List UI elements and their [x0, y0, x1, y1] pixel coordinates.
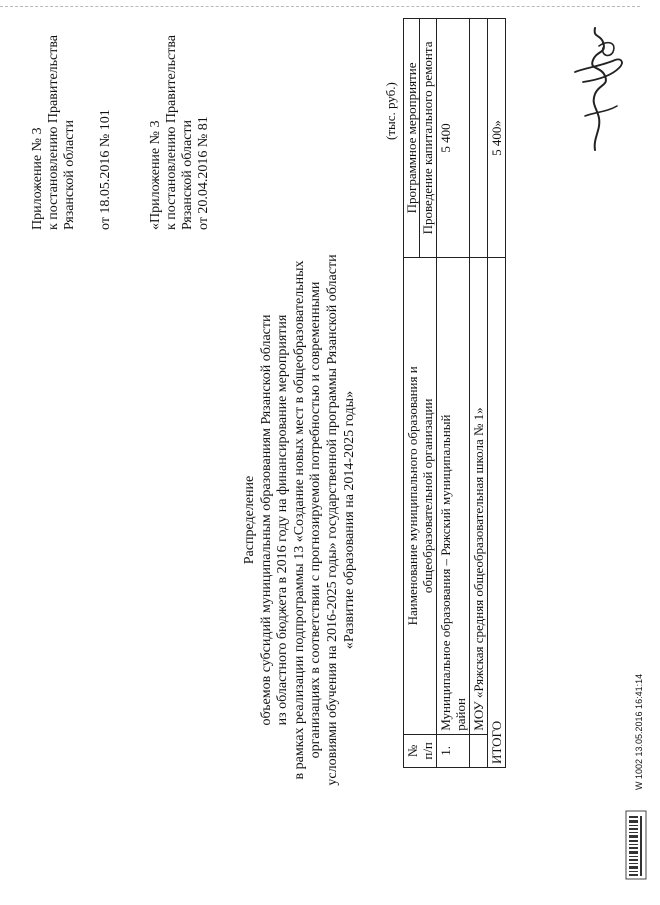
- row-2-amount: [470, 19, 488, 258]
- appendix-block: [30, 30, 212, 230]
- col-program-line-1: Программное мероприятие: [404, 19, 420, 257]
- appendix-region: Рязанской области: [62, 119, 77, 230]
- col-program-line-2: Проведение капитального ремонта: [420, 41, 435, 235]
- heading-line-4: организациях в соответствии с прогнозируемой потребностью и современными: [308, 281, 324, 759]
- heading-line-3: в рамках реализации подпрограммы 13 «Создание новых мест в общеобразовательных: [291, 260, 307, 780]
- row-2-name: МОУ «Ряжская средняя общеобразовательная школа № 1»: [470, 257, 488, 734]
- row-2-number: [470, 734, 488, 767]
- appendix-decree: к постановлению Правительства: [46, 34, 61, 230]
- total-amount: 5 400»: [488, 19, 506, 258]
- col-name-line-2: общеобразовательной организации: [420, 398, 435, 594]
- handwritten-signature-icon: [555, 20, 635, 155]
- prev-appendix-number: «Приложение № 3: [148, 120, 163, 230]
- col-name-header: [404, 257, 437, 734]
- print-timestamp: W 1002 13.05.2016 16:41:14: [634, 673, 644, 790]
- subsidy-table: [403, 18, 506, 768]
- heading-line-5: условиями обучения на 2016-2025 годы» государственной программы Рязанской области: [324, 254, 340, 786]
- units-label: (тыс. руб.): [383, 82, 398, 140]
- heading-line-2: из областного бюджета в 2016 году на финансирование мероприятия: [275, 314, 291, 726]
- prev-appendix-region: Рязанской области: [180, 119, 195, 230]
- prev-appendix-date: от 20.04.2016 № 81: [196, 116, 211, 230]
- table-row: [437, 19, 470, 768]
- total-label: ИТОГО: [488, 257, 506, 767]
- col-number-line-2: п/п: [420, 742, 435, 760]
- col-number-line-1: №: [405, 744, 420, 758]
- scan-top-border: [0, 6, 640, 7]
- document-heading: [242, 240, 358, 800]
- row-1-name-line-2: район: [453, 698, 468, 731]
- table-total-row: [488, 19, 506, 768]
- appendix-number: Приложение № 3: [30, 127, 45, 230]
- col-number-header: [404, 734, 437, 767]
- col-name-line-1: Наименование муниципального образования и: [405, 366, 420, 626]
- appendix-date: от 18.05.2016 № 101: [98, 109, 113, 230]
- prev-appendix-decree: к постановлению Правительства: [164, 34, 179, 230]
- row-1-number: 1.: [437, 734, 470, 767]
- document-title: Распределение: [242, 475, 257, 565]
- heading-line-1: объемов субсидий муниципальным образованиям Рязанской области: [258, 314, 274, 726]
- barcode-stamp-icon: [625, 810, 647, 880]
- row-1-name-line-1: Муниципальное образования – Ряжский муниципальный: [438, 414, 453, 731]
- col-program-header: [404, 19, 437, 258]
- heading-line-6: «Развитие образования на 2014-2025 годы»: [341, 390, 357, 650]
- document-footer: [620, 600, 660, 900]
- row-1-amount: 5 400: [437, 19, 470, 258]
- row-1-name: [437, 257, 470, 734]
- rotated-page: [20, 30, 644, 900]
- table-header-row: [404, 19, 437, 768]
- table-row: [470, 19, 488, 768]
